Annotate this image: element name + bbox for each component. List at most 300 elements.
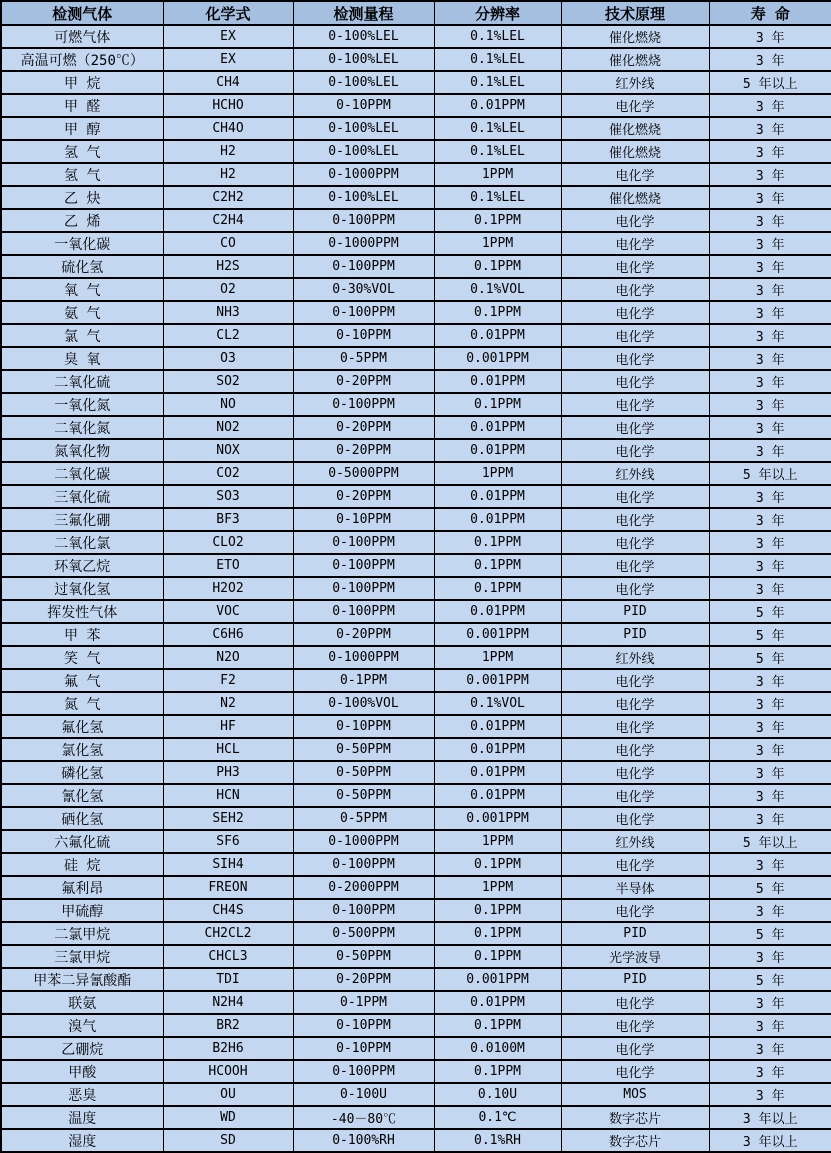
cell-gas-name: 甲酸 — [1, 1060, 163, 1083]
cell-resolution: 0.1PPM — [434, 393, 561, 416]
cell-range: 0-5000PPM — [293, 462, 434, 485]
cell-lifespan: 3 年 — [709, 25, 831, 48]
cell-gas-name: 氢 气 — [1, 140, 163, 163]
cell-gas-name: 硒化氢 — [1, 807, 163, 830]
cell-gas-name: 笑 气 — [1, 646, 163, 669]
cell-lifespan: 3 年 — [709, 370, 831, 393]
table-row — [1, 784, 831, 807]
table-row — [1, 1106, 831, 1129]
table-row — [1, 968, 831, 991]
cell-formula: EX — [163, 48, 293, 71]
cell-range: 0-100PPM — [293, 577, 434, 600]
cell-resolution: 0.1%LEL — [434, 25, 561, 48]
table-row — [1, 1014, 831, 1037]
header-resolution: 分辨率 — [434, 1, 561, 25]
cell-formula: O3 — [163, 347, 293, 370]
table-row — [1, 646, 831, 669]
cell-range: 0-100PPM — [293, 853, 434, 876]
cell-formula: CHCL3 — [163, 945, 293, 968]
cell-resolution: 0.1PPM — [434, 1014, 561, 1037]
cell-gas-name: 氮 气 — [1, 692, 163, 715]
table-row — [1, 577, 831, 600]
cell-resolution: 1PPM — [434, 462, 561, 485]
table-row — [1, 853, 831, 876]
cell-range: 0-10PPM — [293, 1014, 434, 1037]
cell-principle: PID — [561, 922, 709, 945]
cell-lifespan: 5 年 — [709, 600, 831, 623]
header-range: 检测量程 — [293, 1, 434, 25]
cell-principle: 红外线 — [561, 830, 709, 853]
cell-range: 0-20PPM — [293, 439, 434, 462]
header-gas-name: 检测气体 — [1, 1, 163, 25]
cell-formula: HF — [163, 715, 293, 738]
cell-range: 0-10PPM — [293, 94, 434, 117]
cell-principle: 红外线 — [561, 71, 709, 94]
table-row — [1, 531, 831, 554]
table-row — [1, 1060, 831, 1083]
cell-formula: CL2 — [163, 324, 293, 347]
cell-range: 0-50PPM — [293, 761, 434, 784]
cell-formula: SIH4 — [163, 853, 293, 876]
cell-resolution: 0.01PPM — [434, 324, 561, 347]
cell-lifespan: 3 年 — [709, 186, 831, 209]
cell-lifespan: 3 年 — [709, 255, 831, 278]
cell-resolution: 1PPM — [434, 646, 561, 669]
cell-formula: CH4O — [163, 117, 293, 140]
cell-gas-name: 磷化氢 — [1, 761, 163, 784]
cell-lifespan: 3 年 — [709, 1083, 831, 1106]
table-body — [1, 25, 831, 1152]
cell-formula: CO — [163, 232, 293, 255]
table-row — [1, 1037, 831, 1060]
table-row — [1, 462, 831, 485]
cell-formula: N2H4 — [163, 991, 293, 1014]
cell-lifespan: 3 年 — [709, 669, 831, 692]
cell-principle: 电化学 — [561, 508, 709, 531]
cell-range: 0-20PPM — [293, 416, 434, 439]
cell-resolution: 0.01PPM — [434, 738, 561, 761]
cell-gas-name: 硅 烷 — [1, 853, 163, 876]
cell-principle: 电化学 — [561, 738, 709, 761]
cell-range: 0-100PPM — [293, 531, 434, 554]
cell-gas-name: 氟 气 — [1, 669, 163, 692]
cell-resolution: 0.01PPM — [434, 991, 561, 1014]
cell-formula: EX — [163, 25, 293, 48]
cell-lifespan: 3 年 — [709, 209, 831, 232]
table-row — [1, 738, 831, 761]
cell-resolution: 0.1%LEL — [434, 140, 561, 163]
table-row — [1, 508, 831, 531]
table-row — [1, 232, 831, 255]
table-row — [1, 715, 831, 738]
cell-gas-name: 氟化氢 — [1, 715, 163, 738]
cell-range: 0-100%LEL — [293, 71, 434, 94]
cell-formula: C6H6 — [163, 623, 293, 646]
cell-gas-name: 乙 炔 — [1, 186, 163, 209]
cell-resolution: 0.1PPM — [434, 255, 561, 278]
cell-resolution: 0.0100M — [434, 1037, 561, 1060]
cell-principle: 红外线 — [561, 646, 709, 669]
cell-formula: SD — [163, 1129, 293, 1152]
cell-formula: F2 — [163, 669, 293, 692]
cell-principle: 红外线 — [561, 462, 709, 485]
cell-gas-name: 挥发性气体 — [1, 600, 163, 623]
cell-gas-name: 可燃气体 — [1, 25, 163, 48]
table-row — [1, 692, 831, 715]
table-row — [1, 140, 831, 163]
cell-principle: 电化学 — [561, 370, 709, 393]
cell-range: 0-100PPM — [293, 255, 434, 278]
cell-resolution: 0.01PPM — [434, 94, 561, 117]
cell-resolution: 0.001PPM — [434, 347, 561, 370]
cell-formula: SF6 — [163, 830, 293, 853]
table-row — [1, 554, 831, 577]
table-row — [1, 370, 831, 393]
cell-range: 0-20PPM — [293, 623, 434, 646]
cell-formula: H2O2 — [163, 577, 293, 600]
cell-lifespan: 3 年 — [709, 393, 831, 416]
cell-resolution: 0.1PPM — [434, 899, 561, 922]
cell-gas-name: 高温可燃（250℃） — [1, 48, 163, 71]
table-row — [1, 255, 831, 278]
cell-gas-name: 二氧化碳 — [1, 462, 163, 485]
cell-formula: H2S — [163, 255, 293, 278]
cell-principle: PID — [561, 623, 709, 646]
cell-lifespan: 3 年 — [709, 1014, 831, 1037]
cell-formula: NH3 — [163, 301, 293, 324]
table-row — [1, 439, 831, 462]
cell-range: 0-10PPM — [293, 508, 434, 531]
cell-lifespan: 3 年 — [709, 554, 831, 577]
cell-principle: 电化学 — [561, 899, 709, 922]
cell-range: 0-1000PPM — [293, 232, 434, 255]
cell-range: 0-100U — [293, 1083, 434, 1106]
table-row — [1, 899, 831, 922]
cell-resolution: 0.1PPM — [434, 554, 561, 577]
cell-resolution: 0.1%LEL — [434, 186, 561, 209]
cell-principle: 数字芯片 — [561, 1129, 709, 1152]
table-row — [1, 117, 831, 140]
cell-principle: 电化学 — [561, 301, 709, 324]
cell-formula: C2H4 — [163, 209, 293, 232]
cell-range: 0-500PPM — [293, 922, 434, 945]
cell-lifespan: 3 年以上 — [709, 1106, 831, 1129]
cell-formula: ETO — [163, 554, 293, 577]
table-row — [1, 163, 831, 186]
cell-formula: CH4 — [163, 71, 293, 94]
cell-lifespan: 3 年 — [709, 301, 831, 324]
cell-resolution: 0.01PPM — [434, 761, 561, 784]
cell-range: 0-20PPM — [293, 968, 434, 991]
cell-principle: 催化燃烧 — [561, 186, 709, 209]
cell-formula: C2H2 — [163, 186, 293, 209]
cell-formula: PH3 — [163, 761, 293, 784]
table-row — [1, 485, 831, 508]
cell-gas-name: 氯 气 — [1, 324, 163, 347]
cell-formula: CH2CL2 — [163, 922, 293, 945]
cell-gas-name: 甲 醛 — [1, 94, 163, 117]
table-row — [1, 324, 831, 347]
cell-lifespan: 3 年 — [709, 416, 831, 439]
table-row — [1, 945, 831, 968]
cell-lifespan: 3 年 — [709, 347, 831, 370]
header-formula: 化学式 — [163, 1, 293, 25]
cell-formula: BR2 — [163, 1014, 293, 1037]
cell-resolution: 0.001PPM — [434, 623, 561, 646]
cell-principle: 光学波导 — [561, 945, 709, 968]
cell-formula: SEH2 — [163, 807, 293, 830]
cell-formula: SO2 — [163, 370, 293, 393]
cell-resolution: 0.01PPM — [434, 416, 561, 439]
cell-formula: NOX — [163, 439, 293, 462]
cell-resolution: 0.01PPM — [434, 784, 561, 807]
cell-principle: 电化学 — [561, 853, 709, 876]
cell-gas-name: 氮氧化物 — [1, 439, 163, 462]
cell-resolution: 0.01PPM — [434, 600, 561, 623]
cell-range: 0-1000PPM — [293, 163, 434, 186]
cell-range: 0-100%LEL — [293, 25, 434, 48]
table-row — [1, 876, 831, 899]
cell-principle: 电化学 — [561, 692, 709, 715]
cell-resolution: 0.1%VOL — [434, 278, 561, 301]
cell-gas-name: 恶臭 — [1, 1083, 163, 1106]
cell-formula: VOC — [163, 600, 293, 623]
cell-lifespan: 3 年 — [709, 531, 831, 554]
cell-resolution: 0.1%RH — [434, 1129, 561, 1152]
cell-gas-name: 溴气 — [1, 1014, 163, 1037]
cell-lifespan: 3 年 — [709, 577, 831, 600]
cell-gas-name: 过氧化氢 — [1, 577, 163, 600]
cell-lifespan: 3 年 — [709, 117, 831, 140]
cell-principle: 电化学 — [561, 761, 709, 784]
cell-resolution: 0.01PPM — [434, 485, 561, 508]
cell-gas-name: 甲硫醇 — [1, 899, 163, 922]
cell-lifespan: 3 年 — [709, 1037, 831, 1060]
cell-lifespan: 5 年 — [709, 623, 831, 646]
cell-principle: 电化学 — [561, 278, 709, 301]
cell-gas-name: 六氟化硫 — [1, 830, 163, 853]
cell-principle: 电化学 — [561, 1060, 709, 1083]
cell-gas-name: 湿度 — [1, 1129, 163, 1152]
cell-principle: 电化学 — [561, 1037, 709, 1060]
cell-principle: 电化学 — [561, 577, 709, 600]
table-row — [1, 25, 831, 48]
cell-principle: 电化学 — [561, 209, 709, 232]
cell-resolution: 1PPM — [434, 830, 561, 853]
cell-lifespan: 3 年 — [709, 140, 831, 163]
cell-resolution: 0.1PPM — [434, 209, 561, 232]
cell-range: 0-100%LEL — [293, 48, 434, 71]
cell-range: 0-100PPM — [293, 600, 434, 623]
header-lifespan: 寿 命 — [709, 1, 831, 25]
cell-principle: 电化学 — [561, 554, 709, 577]
cell-formula: O2 — [163, 278, 293, 301]
cell-gas-name: 甲 醇 — [1, 117, 163, 140]
cell-resolution: 0.1%VOL — [434, 692, 561, 715]
cell-lifespan: 3 年 — [709, 807, 831, 830]
cell-formula: WD — [163, 1106, 293, 1129]
cell-resolution: 0.1%LEL — [434, 48, 561, 71]
cell-gas-name: 甲 苯 — [1, 623, 163, 646]
cell-formula: OU — [163, 1083, 293, 1106]
cell-lifespan: 5 年以上 — [709, 71, 831, 94]
cell-principle: MOS — [561, 1083, 709, 1106]
table-row — [1, 393, 831, 416]
cell-gas-name: 臭 氧 — [1, 347, 163, 370]
cell-formula: H2 — [163, 163, 293, 186]
cell-range: 0-100%VOL — [293, 692, 434, 715]
cell-resolution: 0.10U — [434, 1083, 561, 1106]
cell-resolution: 1PPM — [434, 232, 561, 255]
cell-principle: 电化学 — [561, 416, 709, 439]
cell-principle: 催化燃烧 — [561, 48, 709, 71]
table-row — [1, 301, 831, 324]
cell-range: 0-1000PPM — [293, 646, 434, 669]
cell-range: 0-100%LEL — [293, 186, 434, 209]
cell-gas-name: 三氯甲烷 — [1, 945, 163, 968]
cell-formula: CLO2 — [163, 531, 293, 554]
cell-lifespan: 3 年 — [709, 784, 831, 807]
cell-lifespan: 5 年 — [709, 922, 831, 945]
cell-principle: 电化学 — [561, 94, 709, 117]
cell-gas-name: 氰化氢 — [1, 784, 163, 807]
cell-formula: TDI — [163, 968, 293, 991]
cell-lifespan: 3 年 — [709, 761, 831, 784]
cell-formula: FREON — [163, 876, 293, 899]
cell-lifespan: 3 年 — [709, 991, 831, 1014]
cell-gas-name: 三氟化硼 — [1, 508, 163, 531]
table-row — [1, 1129, 831, 1152]
cell-lifespan: 3 年 — [709, 945, 831, 968]
cell-range: 0-100%LEL — [293, 140, 434, 163]
cell-principle: 电化学 — [561, 347, 709, 370]
cell-formula: NO — [163, 393, 293, 416]
cell-lifespan: 3 年 — [709, 485, 831, 508]
cell-formula: HCHO — [163, 94, 293, 117]
cell-range: 0-10PPM — [293, 324, 434, 347]
cell-principle: 催化燃烧 — [561, 140, 709, 163]
cell-gas-name: 甲 烷 — [1, 71, 163, 94]
cell-range: 0-5PPM — [293, 347, 434, 370]
cell-range: 0-10PPM — [293, 1037, 434, 1060]
cell-gas-name: 氟利昂 — [1, 876, 163, 899]
cell-range: 0-50PPM — [293, 784, 434, 807]
cell-principle: 电化学 — [561, 163, 709, 186]
cell-formula: HCOOH — [163, 1060, 293, 1083]
cell-formula: BF3 — [163, 508, 293, 531]
cell-gas-name: 氢 气 — [1, 163, 163, 186]
table-row — [1, 209, 831, 232]
cell-range: 0-1PPM — [293, 669, 434, 692]
cell-gas-name: 氨 气 — [1, 301, 163, 324]
cell-range: 0-100PPM — [293, 1060, 434, 1083]
cell-principle: 电化学 — [561, 393, 709, 416]
cell-gas-name: 二氧化氮 — [1, 416, 163, 439]
cell-lifespan: 3 年 — [709, 232, 831, 255]
cell-gas-name: 氯化氢 — [1, 738, 163, 761]
cell-principle: 电化学 — [561, 784, 709, 807]
cell-lifespan: 3 年 — [709, 853, 831, 876]
table-row — [1, 278, 831, 301]
cell-principle: 电化学 — [561, 255, 709, 278]
cell-gas-name: 温度 — [1, 1106, 163, 1129]
cell-gas-name: 二氧化硫 — [1, 370, 163, 393]
cell-principle: 电化学 — [561, 324, 709, 347]
cell-gas-name: 一氧化氮 — [1, 393, 163, 416]
cell-formula: N2 — [163, 692, 293, 715]
cell-resolution: 0.1PPM — [434, 577, 561, 600]
cell-principle: 电化学 — [561, 531, 709, 554]
cell-lifespan: 3 年以上 — [709, 1129, 831, 1152]
cell-range: 0-1000PPM — [293, 830, 434, 853]
cell-range: 0-100PPM — [293, 209, 434, 232]
cell-lifespan: 3 年 — [709, 94, 831, 117]
cell-principle: 电化学 — [561, 485, 709, 508]
cell-resolution: 0.1PPM — [434, 945, 561, 968]
table-row — [1, 94, 831, 117]
cell-gas-name: 氧 气 — [1, 278, 163, 301]
cell-formula: B2H6 — [163, 1037, 293, 1060]
cell-lifespan: 3 年 — [709, 738, 831, 761]
table-row — [1, 761, 831, 784]
cell-lifespan: 3 年 — [709, 439, 831, 462]
cell-gas-name: 二氧化氯 — [1, 531, 163, 554]
cell-gas-name: 三氧化硫 — [1, 485, 163, 508]
cell-principle: 电化学 — [561, 715, 709, 738]
cell-lifespan: 3 年 — [709, 899, 831, 922]
table-row — [1, 347, 831, 370]
cell-gas-name: 二氯甲烷 — [1, 922, 163, 945]
cell-resolution: 0.1PPM — [434, 853, 561, 876]
cell-lifespan: 3 年 — [709, 715, 831, 738]
cell-range: 0-100%LEL — [293, 117, 434, 140]
cell-principle: 电化学 — [561, 232, 709, 255]
cell-gas-name: 硫化氢 — [1, 255, 163, 278]
table-row — [1, 922, 831, 945]
cell-range: -40－80℃ — [293, 1106, 434, 1129]
cell-gas-name: 一氧化碳 — [1, 232, 163, 255]
cell-gas-name: 环氧乙烷 — [1, 554, 163, 577]
cell-lifespan: 5 年 — [709, 968, 831, 991]
cell-resolution: 0.1PPM — [434, 1060, 561, 1083]
cell-principle: 电化学 — [561, 991, 709, 1014]
table-row — [1, 186, 831, 209]
cell-lifespan: 3 年 — [709, 278, 831, 301]
cell-resolution: 0.1%LEL — [434, 117, 561, 140]
cell-resolution: 0.01PPM — [434, 715, 561, 738]
table-row — [1, 991, 831, 1014]
cell-range: 0-100PPM — [293, 301, 434, 324]
cell-range: 0-2000PPM — [293, 876, 434, 899]
header-principle: 技术原理 — [561, 1, 709, 25]
cell-principle: PID — [561, 968, 709, 991]
table-row — [1, 600, 831, 623]
cell-formula: CO2 — [163, 462, 293, 485]
cell-principle: 电化学 — [561, 669, 709, 692]
cell-principle: 催化燃烧 — [561, 117, 709, 140]
cell-range: 0-20PPM — [293, 370, 434, 393]
table-row — [1, 1083, 831, 1106]
cell-range: 0-20PPM — [293, 485, 434, 508]
cell-formula: H2 — [163, 140, 293, 163]
cell-lifespan: 5 年 — [709, 646, 831, 669]
cell-formula: HCN — [163, 784, 293, 807]
cell-principle: 电化学 — [561, 807, 709, 830]
cell-range: 0-100PPM — [293, 393, 434, 416]
cell-gas-name: 乙硼烷 — [1, 1037, 163, 1060]
cell-lifespan: 5 年 — [709, 876, 831, 899]
cell-range: 0-50PPM — [293, 738, 434, 761]
